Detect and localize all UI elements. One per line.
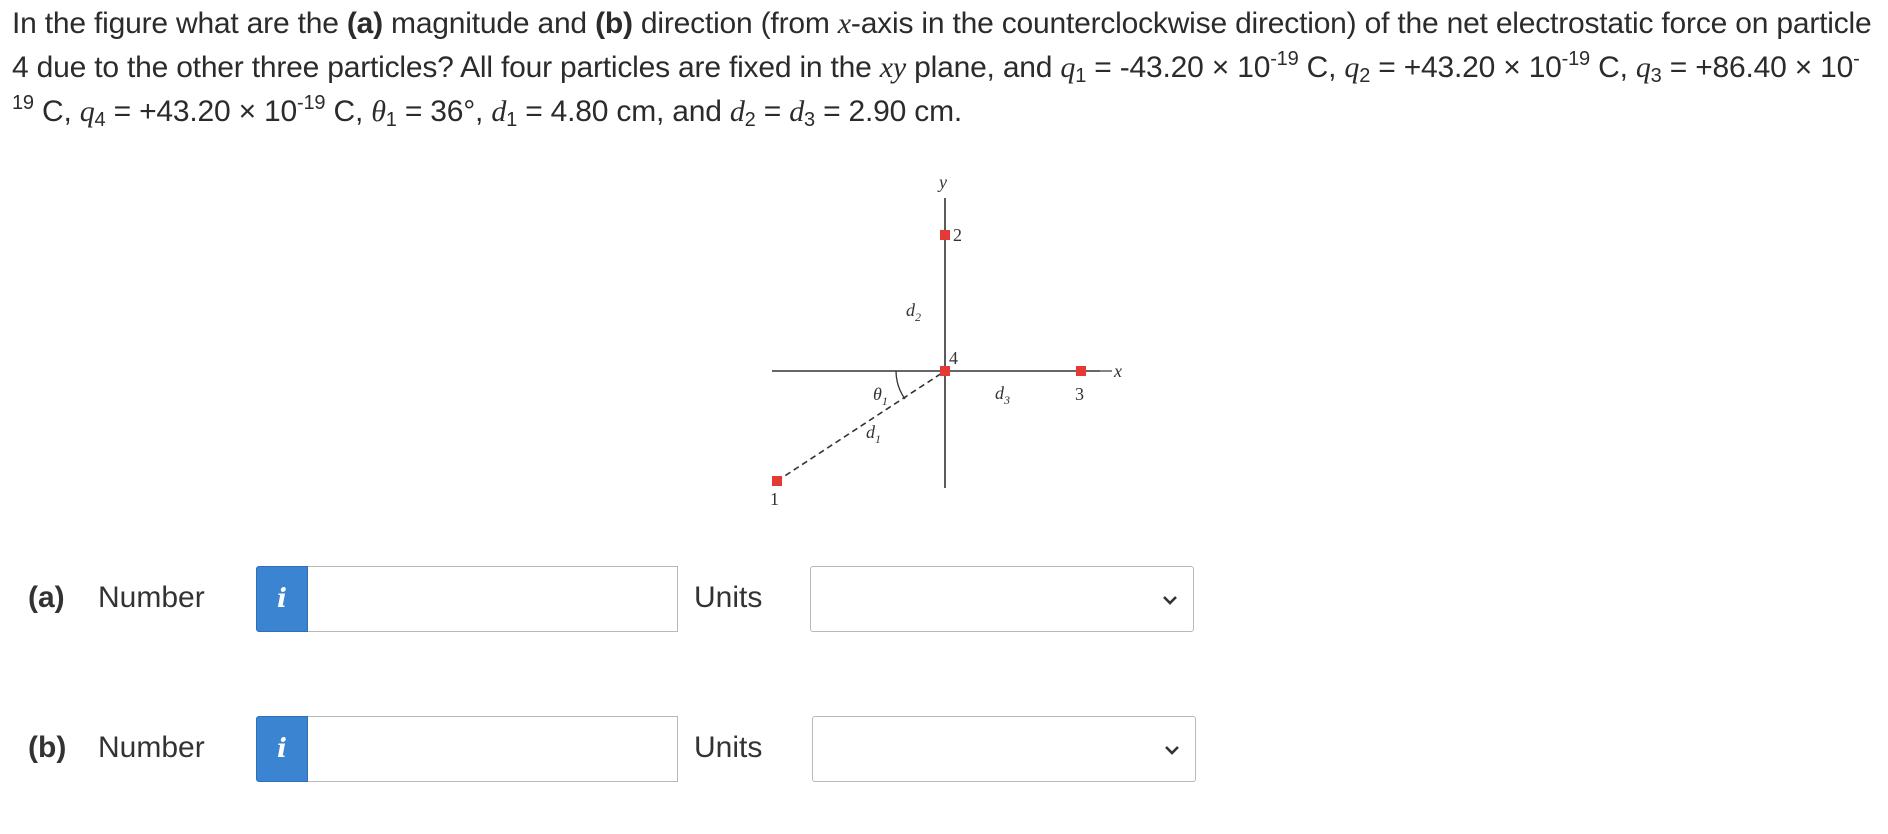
answer-row-b	[28, 716, 1328, 782]
number-input-b[interactable]	[308, 716, 678, 782]
theta-arc	[896, 371, 905, 399]
particle-3	[1075, 366, 1086, 404]
units-select-b[interactable]	[812, 716, 1196, 782]
particle-1-dot	[772, 476, 782, 486]
d2-label: $d_2$	[906, 300, 921, 324]
chevron-down-icon	[1159, 589, 1181, 611]
info-icon: i	[277, 734, 287, 764]
particle-1	[770, 476, 782, 509]
info-button[interactable]	[256, 716, 308, 782]
particle-2-label: 2	[953, 225, 962, 245]
d1-dashed-line	[777, 371, 945, 481]
y-axis-label: y	[939, 172, 947, 192]
question-text: In the figure what are the (a) magnitude and (b) direction (from x-axis in the counterclockwise direction) of the net electrostatic force on particle 4 due to the other three particles? All four particles are fixed in the xy plane, and $q_1 = -43.20 \times 10^{-19}$ C, $q_2 = +43.20 \times 10^{-19}$ C, $q_3 = +86.40 \times 10^{-19}$ C, $q_4 = +43.20 \times 10^{-19}$ C, $\theta_1 = 36^\circ$, $d_1 = 4.80$ cm, and $d_2 = d_3 = 2.90$ cm.	[12, 7, 1872, 131]
d1-label: $d_1$	[866, 422, 881, 446]
particle-2	[940, 225, 962, 245]
chevron-down-icon	[1161, 739, 1183, 761]
particle-3-dot	[1076, 366, 1086, 376]
particle-3-label: 3	[1075, 384, 1084, 404]
figure-svg	[760, 170, 1140, 520]
number-input-a[interactable]	[308, 566, 678, 632]
units-select-a[interactable]	[810, 566, 1194, 632]
particle-figure	[760, 170, 1140, 520]
part-label: (a)	[28, 581, 65, 614]
info-button[interactable]	[256, 566, 308, 632]
particle-4-label: 4	[949, 348, 958, 368]
d3-label: $d_3$	[995, 383, 1010, 407]
particle-1-label: 1	[770, 489, 779, 509]
units-label: Units	[694, 731, 763, 764]
number-label: Number	[98, 581, 205, 614]
number-label: Number	[98, 731, 205, 764]
part-a-ref: (a)	[346, 7, 383, 40]
part-b-ref: (b)	[595, 7, 633, 40]
units-label: Units	[694, 581, 763, 614]
info-icon: i	[277, 584, 287, 614]
answer-row-a	[28, 566, 1328, 632]
x-axis-label: x	[1114, 361, 1122, 381]
part-label: (b)	[28, 731, 67, 764]
particle-2-dot	[940, 230, 950, 240]
theta-label: $\theta_1$	[873, 384, 888, 408]
